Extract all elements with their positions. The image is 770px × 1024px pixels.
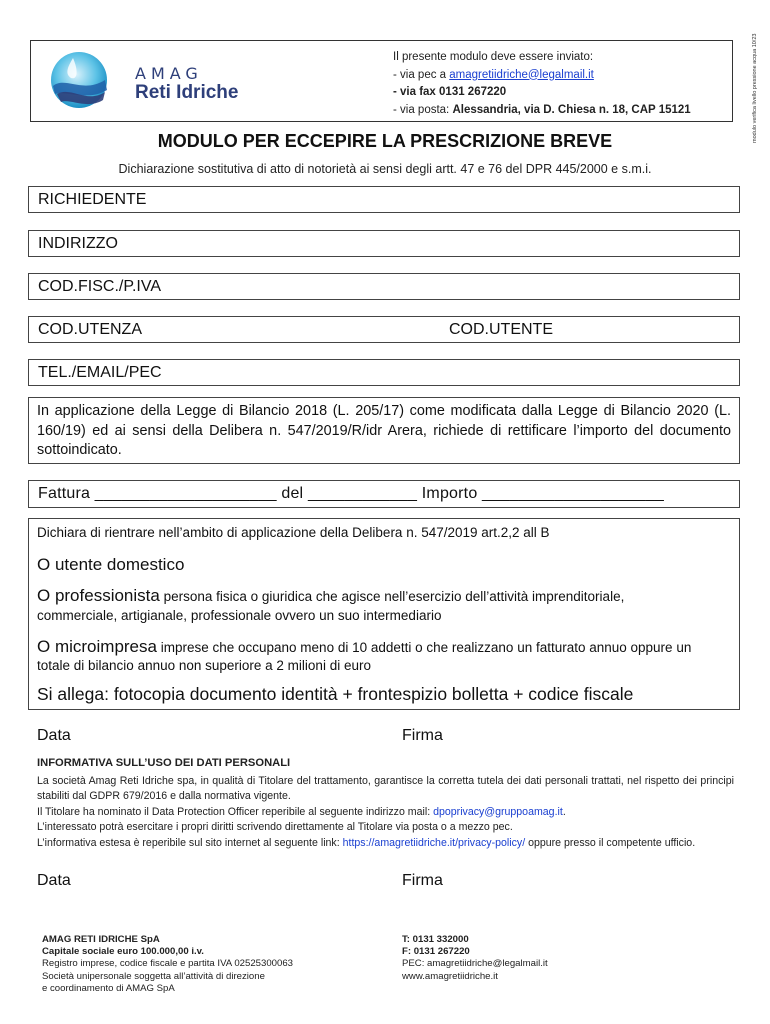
privacy-section bbox=[37, 756, 734, 852]
option-utente-domestico[interactable]: O utente domestico bbox=[37, 555, 185, 574]
privacy-policy-link[interactable]: https://amagretiidriche.it/privacy-policy/ bbox=[342, 836, 526, 849]
form-version-note: modulo verifica livello pressione acqua 10/23 bbox=[752, 33, 758, 143]
water-drop-logo-icon bbox=[43, 50, 123, 114]
logo-line-2: Reti Idriche bbox=[135, 82, 239, 103]
privacy-p4-prefix: L’informativa estesa è reperibile sul sito internet al seguente link: bbox=[37, 836, 343, 849]
footer-capital: Capitale sociale euro 100.000,00 i.v. bbox=[42, 946, 204, 958]
send-intro: Il presente modulo deve essere inviato: bbox=[393, 51, 594, 63]
richiedente-field[interactable] bbox=[28, 186, 740, 213]
privacy-paragraph-1: La società Amag Reti Idriche spa, in qualità di Titolare del trattamento, garantisce la corretta tutela dei dati personali trattati, nel rispetto dei principi stabiliti dal GDPR 679/2016 e dalla normativa vigente. bbox=[37, 774, 734, 803]
privacy-paragraph-2 bbox=[37, 805, 734, 821]
codutenza-row[interactable] bbox=[28, 316, 740, 343]
invoice-line: Fattura ____________________ del ____________ Importo ____________________ bbox=[38, 485, 665, 502]
signature-label-1[interactable]: Firma bbox=[402, 727, 443, 744]
codutente-label: COD.UTENTE bbox=[449, 321, 553, 338]
footer-tel: T: 0131 332000 bbox=[402, 934, 469, 945]
attachments-note: Si allega: fotocopia documento identità + frontespizio bolletta + codice fiscale bbox=[37, 684, 634, 704]
dpo-email-link[interactable]: dpoprivacy@gruppoamag.it bbox=[433, 805, 563, 818]
logo-wordmark bbox=[135, 66, 238, 104]
indirizzo-label: INDIRIZZO bbox=[38, 235, 118, 252]
send-fax-line: - via fax 0131 267220 bbox=[393, 86, 507, 98]
send-instructions bbox=[393, 49, 691, 119]
codfisc-field[interactable] bbox=[28, 273, 740, 300]
declaration-intro: Dichiara di rientrare nell’ambito di applicazione della Delibera n. 547/2019 art.2,2 all B bbox=[37, 525, 550, 540]
privacy-p2-suffix: . bbox=[562, 805, 566, 818]
signature-label-2[interactable]: Firma bbox=[402, 872, 443, 889]
invoice-field[interactable] bbox=[28, 480, 740, 508]
option-professionista-desc: persona fisica o giuridica che agisce nell’esercizio dell’attività imprenditoriale, bbox=[159, 589, 625, 604]
pec-email-link[interactable]: amagretiidriche@legalmail.it bbox=[449, 68, 594, 81]
codfisc-label: COD.FISC./P.IVA bbox=[38, 278, 161, 295]
option-professionista-label: O professionista bbox=[37, 586, 160, 605]
richiedente-label: RICHIEDENTE bbox=[38, 191, 147, 208]
send-pec-prefix: - via pec a bbox=[393, 68, 450, 81]
footer-company-info bbox=[42, 934, 293, 995]
option-microimpresa-desc: imprese che occupano meno di 10 addetti o che realizzano un fatturato annuo oppure un bbox=[156, 640, 692, 655]
option-microimpresa-desc-2: totale di bilancio annuo non superiore a 2 milioni di euro bbox=[37, 658, 371, 673]
post-address: Alessandria, via D. Chiesa n. 18, CAP 15121 bbox=[452, 103, 691, 116]
footer-pec: PEC: amagretiidriche@legalmail.it bbox=[402, 958, 548, 970]
form-subtitle: Dichiarazione sostitutiva di atto di notorietà ai sensi degli artt. 47 e 76 del DPR 445/2000 e s.m.i. bbox=[118, 162, 652, 176]
date-label-1[interactable]: Data bbox=[37, 727, 71, 744]
footer-fax: F: 0131 267220 bbox=[402, 946, 470, 958]
option-microimpresa-label: O microimpresa bbox=[37, 637, 157, 656]
request-text: In applicazione della Legge di Bilancio 2018 (L. 205/17) come modificata dalla Legge di Bilancio 2020 (L. 160/19) ed ai sensi della Delibera n. 547/2019/R/idr Arera, richiede di rettificare l’importo del documento sottoindicato. bbox=[37, 403, 731, 458]
request-paragraph-box bbox=[28, 397, 740, 464]
send-pec-line bbox=[393, 67, 691, 85]
contatti-label: TEL./EMAIL/PEC bbox=[38, 364, 162, 381]
footer-control: e coordinamento di AMAG SpA bbox=[42, 982, 175, 994]
footer-company-name: AMAG RETI IDRICHE SpA bbox=[42, 934, 160, 945]
privacy-p2-prefix: Il Titolare ha nominato il Data Protection Officer reperibile al seguente indirizzo mail: bbox=[37, 805, 434, 818]
send-post-prefix: - via posta: bbox=[393, 103, 453, 116]
privacy-p4-suffix: oppure presso il competente ufficio. bbox=[525, 836, 696, 849]
footer-web: www.amagretiidriche.it bbox=[402, 970, 498, 982]
footer-registry: Registro imprese, codice fiscale e partita IVA 02525300063 bbox=[42, 958, 294, 970]
header-box bbox=[30, 40, 733, 122]
privacy-title: INFORMATIVA SULL’USO DEI DATI PERSONALI bbox=[37, 757, 291, 769]
privacy-paragraph-4 bbox=[37, 836, 734, 852]
codutenza-label: COD.UTENZA bbox=[38, 321, 142, 338]
option-microimpresa[interactable] bbox=[37, 637, 731, 657]
indirizzo-field[interactable] bbox=[28, 230, 740, 257]
option-professionista[interactable] bbox=[37, 586, 731, 606]
declaration-box bbox=[28, 518, 740, 710]
amag-logo bbox=[43, 50, 263, 114]
date-label-2[interactable]: Data bbox=[37, 872, 71, 889]
contatti-field[interactable] bbox=[28, 359, 740, 386]
footer-single-member: Società unipersonale soggetta all’attività di direzione bbox=[42, 970, 265, 982]
send-post-line bbox=[393, 102, 691, 120]
form-title: MODULO PER ECCEPIRE LA PRESCRIZIONE BREVE bbox=[157, 131, 613, 151]
logo-line-1: AMAG bbox=[135, 64, 203, 83]
privacy-paragraph-3: L’interessato potrà esercitare i propri diritti scrivendo direttamente al Titolare via posta o a mezzo pec. bbox=[37, 821, 513, 834]
option-professionista-desc-2: commerciale, artigianale, professionale ovvero un suo intermediario bbox=[37, 608, 442, 623]
footer-contacts bbox=[402, 934, 548, 983]
